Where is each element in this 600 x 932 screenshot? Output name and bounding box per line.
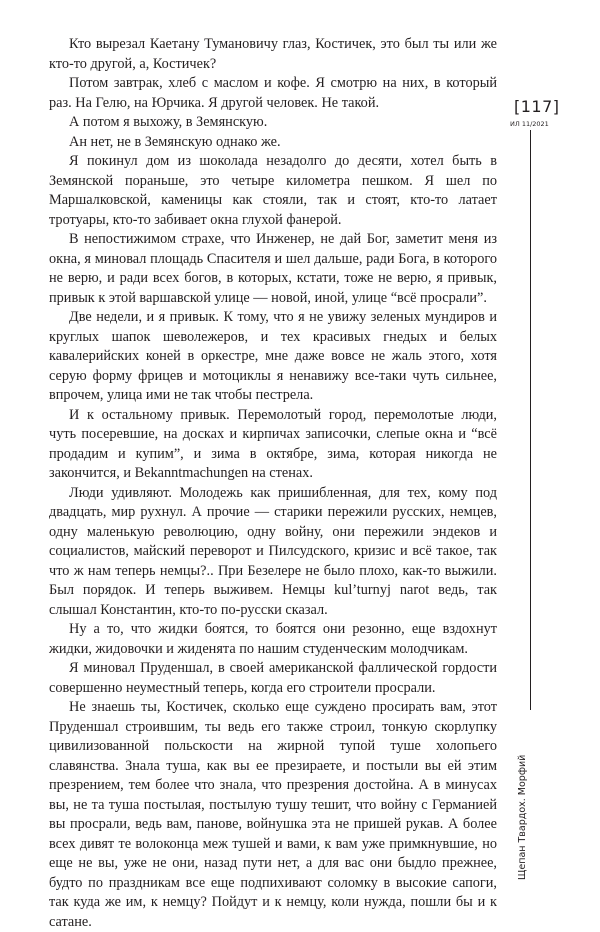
page-number: [117] [514, 97, 560, 116]
paragraph: В непостижимом страхе, что Инженер, не дай Бог, заметит меня из окна, я миновал площадь Спасителя и шел дальше, ради Бога, в которого не верю, и ради всех богов, в которых, кстати, тоже не верю, я привык, привык к этой варшавской улице — новой, иной, улице “всё просрали”. [49, 231, 497, 306]
issue-label: ИЛ 11/2021 [510, 120, 549, 128]
paragraph: Потом завтрак, хлеб с маслом и кофе. Я смотрю на них, в который раз. На Гелю, на Юрчика. Я другой человек. Не такой. [49, 75, 497, 111]
paragraph: Люди удивляют. Молодежь как пришибленная, для тех, кому под двадцать, мир рухнул. А прочие — старики пережили русских, немцев, одну маленькую революцию, одну войну, они пережили эндеков и социалистов, майский переворот и Пилсудского, кризис и всё такое, так что ж нам теперь немцы?.. При Безелере не было плохо, как-то выжили. Был порядок. И теперь выживем. Немцы kul’turnyj narot ведь, так слышал Константин, кто-то по-русски сказал. [49, 484, 497, 618]
paragraph: Не знаешь ты, Костичек, сколько еще суждено просирать вам, этот Пруденшал строившим, ты ведь его также строил, тонкую скорлупку цивилизованной польскости на жирной тупой туше холопьего славянства. Знала туша, как вы ее презираете, и постыли вы ей этим презрением, тем более что знала, что презрения достойна. А в минусах вы, не та туша постылая, постылую тушу тешит, что войну с Германией вы просрали, ведь вам, панове, войнушка эта не пришей рукав. А более всех дивят те волоконца меж тушей и вами, к вам уже примкнувшие, но еще не вы, уже не они, назад пути нет, а для вас они быдло прежнее, будто по праздникам все еще подпихивают соломку в высокие сапоги, так куда же им, к немцу? Пойдут и к немцу, коли нужда, пошли бы и к сатане. [49, 699, 497, 930]
paragraph: И к остальному привык. Перемолотый город, перемолотые люди, чуть посеревшие, на досках и кирпичах записочки, слепые окна и “всё продадим и купим”, и зима в октябре, зима, которая никогда не закончится, и Bekanntmachungen на стенах. [49, 406, 497, 481]
main-text [49, 35, 497, 932]
paragraph: Кто вырезал Каетану Тумановичу глаз, Костичек, это был ты или же кто-то другой, а, Костичек? [49, 36, 497, 72]
running-title: Щепан Твардох. Морфий [517, 754, 528, 880]
margin-divider [530, 130, 531, 710]
paragraph: Я покинул дом из шоколада незадолго до десяти, хотел быть в Земянской пораньше, это четыре километра пешком. Я шел по Маршалковской, каменицы как стояли, так и стоят, кто-то латает тротуары, кто-то забивает окна глухой фанерой. [49, 153, 497, 228]
paragraph: Я миновал Пруденшал, в своей американской фаллической гордости совершенно неуместный теперь, когда его строители просрали. [49, 660, 497, 696]
paragraph: Ан нет, не в Земянскую однако же. [69, 133, 281, 150]
paragraph: Две недели, и я привык. К тому, что я не увижу зеленых мундиров и круглых шапок шеволежеров, и тех красивых гнедых и белых кавалерийских коней в оркестре, мне даже вовсе не жаль этого, хотя серую форму фрицев и мотоциклы я ненавижу все-таки чуть сильнее, впрочем, улица ими не так чтобы пестрела. [49, 309, 497, 403]
paragraph: А потом я выхожу, в Земянскую. [69, 114, 268, 130]
paragraph: Ну а то, что жидки боятся, то боятся они резонно, еще вздохнут жидки, жидовочки и жиденята по нашим студенческим молодчикам. [49, 621, 497, 657]
